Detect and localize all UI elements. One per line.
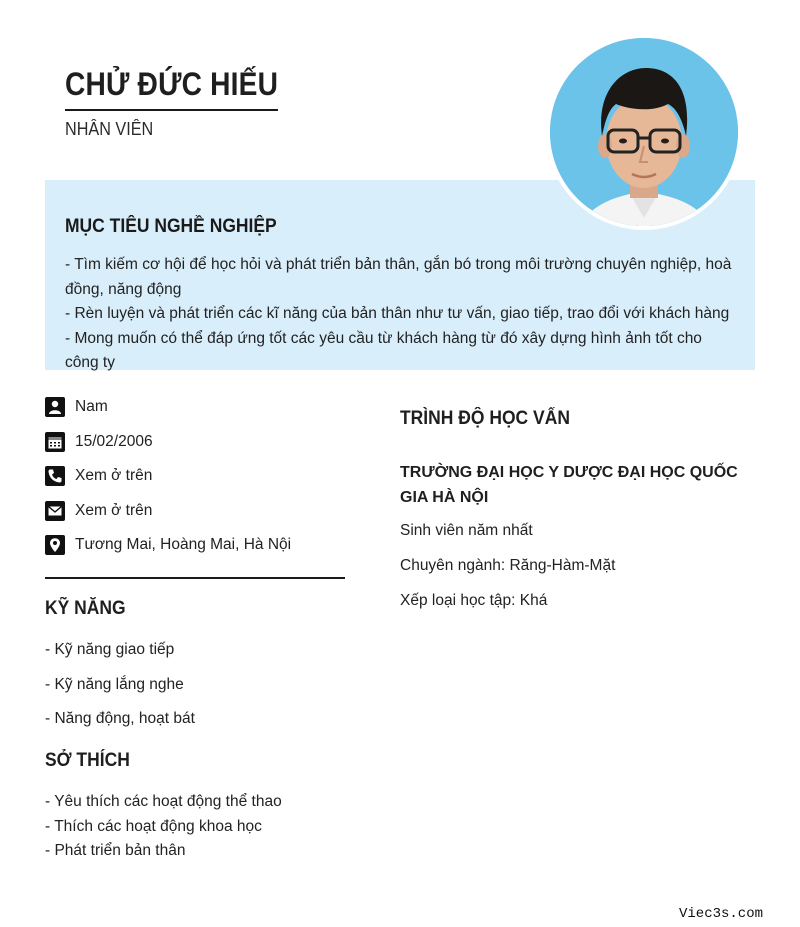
profile-photo-frame (546, 34, 742, 230)
candidate-name: CHỬ ĐỨC HIẾU (65, 66, 278, 111)
objective-line: - Tìm kiếm cơ hội để học hỏi và phát triển bản thân, gắn bó trong môi trường chuyên nghiệp, hoà đồng, năng động (65, 256, 732, 298)
calendar-icon (45, 432, 65, 452)
location-icon (45, 535, 65, 555)
objective-title: MỤC TIÊU NGHỀ NGHIỆP (65, 216, 277, 237)
phone-icon (45, 466, 65, 486)
user-icon (45, 397, 65, 417)
list-item: - Yêu thích các hoạt động thể thao (45, 793, 282, 810)
school-name: TRƯỜNG ĐẠI HỌC Y DƯỢC ĐẠI HỌC QUỐC GIA HÀ NỘI (400, 464, 738, 506)
candidate-role: NHÂN VIÊN (65, 119, 154, 139)
contact-phone (45, 465, 345, 487)
objective-line: - Mong muốn có thể đáp ứng tốt các yêu cầu từ khách hàng từ đó xây dựng hình ảnh tốt cho công ty (65, 329, 702, 371)
contact-info (45, 396, 345, 569)
footer-brand: Viec3s.com (678, 906, 763, 922)
list-item: - Kỹ năng giao tiếp (45, 641, 175, 658)
education-line: Xếp loại học tập: Khá (400, 592, 548, 609)
list-item: - Năng động, hoạt bát (45, 710, 195, 727)
objective-text (65, 253, 735, 376)
skills-title: KỸ NĂNG (45, 598, 126, 619)
gender-value: Nam (75, 398, 108, 415)
list-item: - Thích các hoạt động khoa học (45, 817, 262, 835)
address-value: Tương Mai, Hoàng Mai, Hà Nội (75, 536, 292, 553)
skills-list (45, 641, 195, 745)
mail-icon (45, 501, 65, 521)
list-item: - Kỹ năng lắng nghe (45, 675, 184, 693)
dob-value: 15/02/2006 (75, 432, 153, 450)
profile-photo (550, 38, 738, 226)
education-line: Chuyên ngành: Răng-Hàm-Mặt (400, 557, 616, 574)
section-divider (45, 577, 345, 579)
objective-line: - Rèn luyện và phát triển các kĩ năng của bản thân như tư vấn, giao tiếp, trao đổi với khách hàng (65, 305, 730, 322)
contact-dob (45, 431, 345, 453)
education-title: TRÌNH ĐỘ HỌC VẤN (400, 408, 570, 429)
contact-email (45, 500, 345, 522)
contact-gender (45, 396, 345, 418)
education-details (400, 522, 615, 627)
education-line: Sinh viên năm nhất (400, 522, 533, 539)
hobbies-list (45, 793, 282, 867)
contact-address (45, 534, 345, 556)
hobbies-title: SỞ THÍCH (45, 750, 130, 771)
list-item: - Phát triển bản thân (45, 842, 186, 859)
email-value: Xem ở trên (75, 501, 153, 519)
phone-value: Xem ở trên (75, 467, 153, 484)
